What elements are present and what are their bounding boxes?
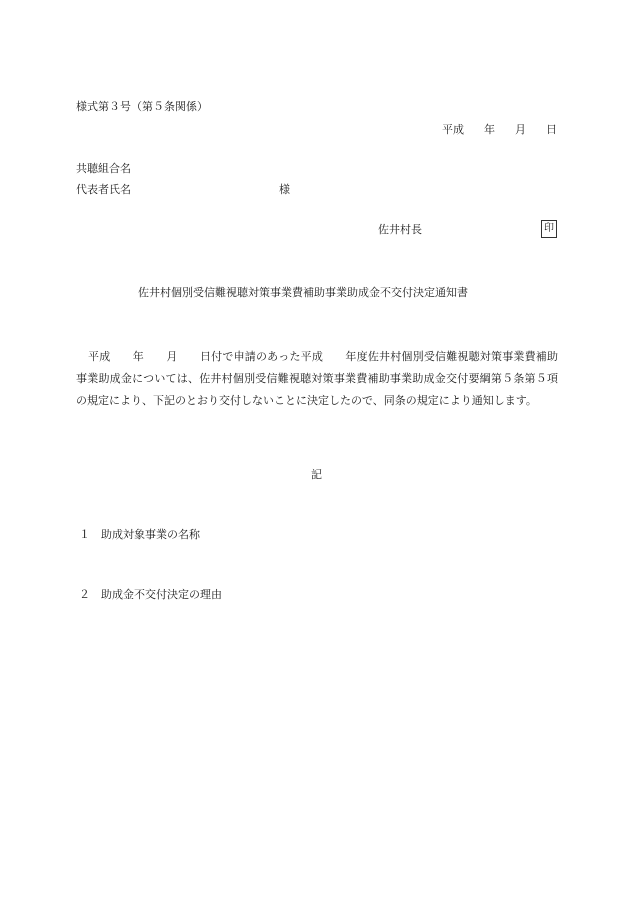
form-number: 様式第３号（第５条関係） xyxy=(76,100,208,113)
sender-title: 佐井村長 xyxy=(378,223,422,236)
seal-mark: 印 xyxy=(541,220,557,238)
list-item xyxy=(79,529,200,540)
date-year-unit: 年 xyxy=(484,123,495,136)
item-label: 助成金不交付決定の理由 xyxy=(101,588,222,601)
date-day-unit: 日 xyxy=(546,123,557,136)
union-name-label: 共聴組合名 xyxy=(76,162,131,175)
date-month-unit: 月 xyxy=(515,123,526,136)
body-paragraph: 平成 年 月 日付で申請のあった平成 年度佐井村個別受信難視聴対策事業費補助事業助成金については、佐井村個別受信難視聴対策事業費補助事業助成金交付要綱第５条第５項の規定により、下記のとおり交付しないことに決定したので、同条の規定により通知します。 xyxy=(76,350,558,407)
list-item xyxy=(79,589,222,600)
date-line xyxy=(442,124,557,135)
document-title: 佐井村個別受信難視聴対策事業費補助事業助成金不交付決定通知書 xyxy=(138,286,468,299)
item-label: 助成対象事業の名称 xyxy=(101,528,200,541)
honorific-sama: 様 xyxy=(279,183,290,196)
item-number: ２ xyxy=(79,588,90,601)
ki-heading: 記 xyxy=(311,468,322,481)
date-era: 平成 xyxy=(442,123,464,136)
representative-name-label: 代表者氏名 xyxy=(76,183,131,196)
item-number: １ xyxy=(79,528,90,541)
